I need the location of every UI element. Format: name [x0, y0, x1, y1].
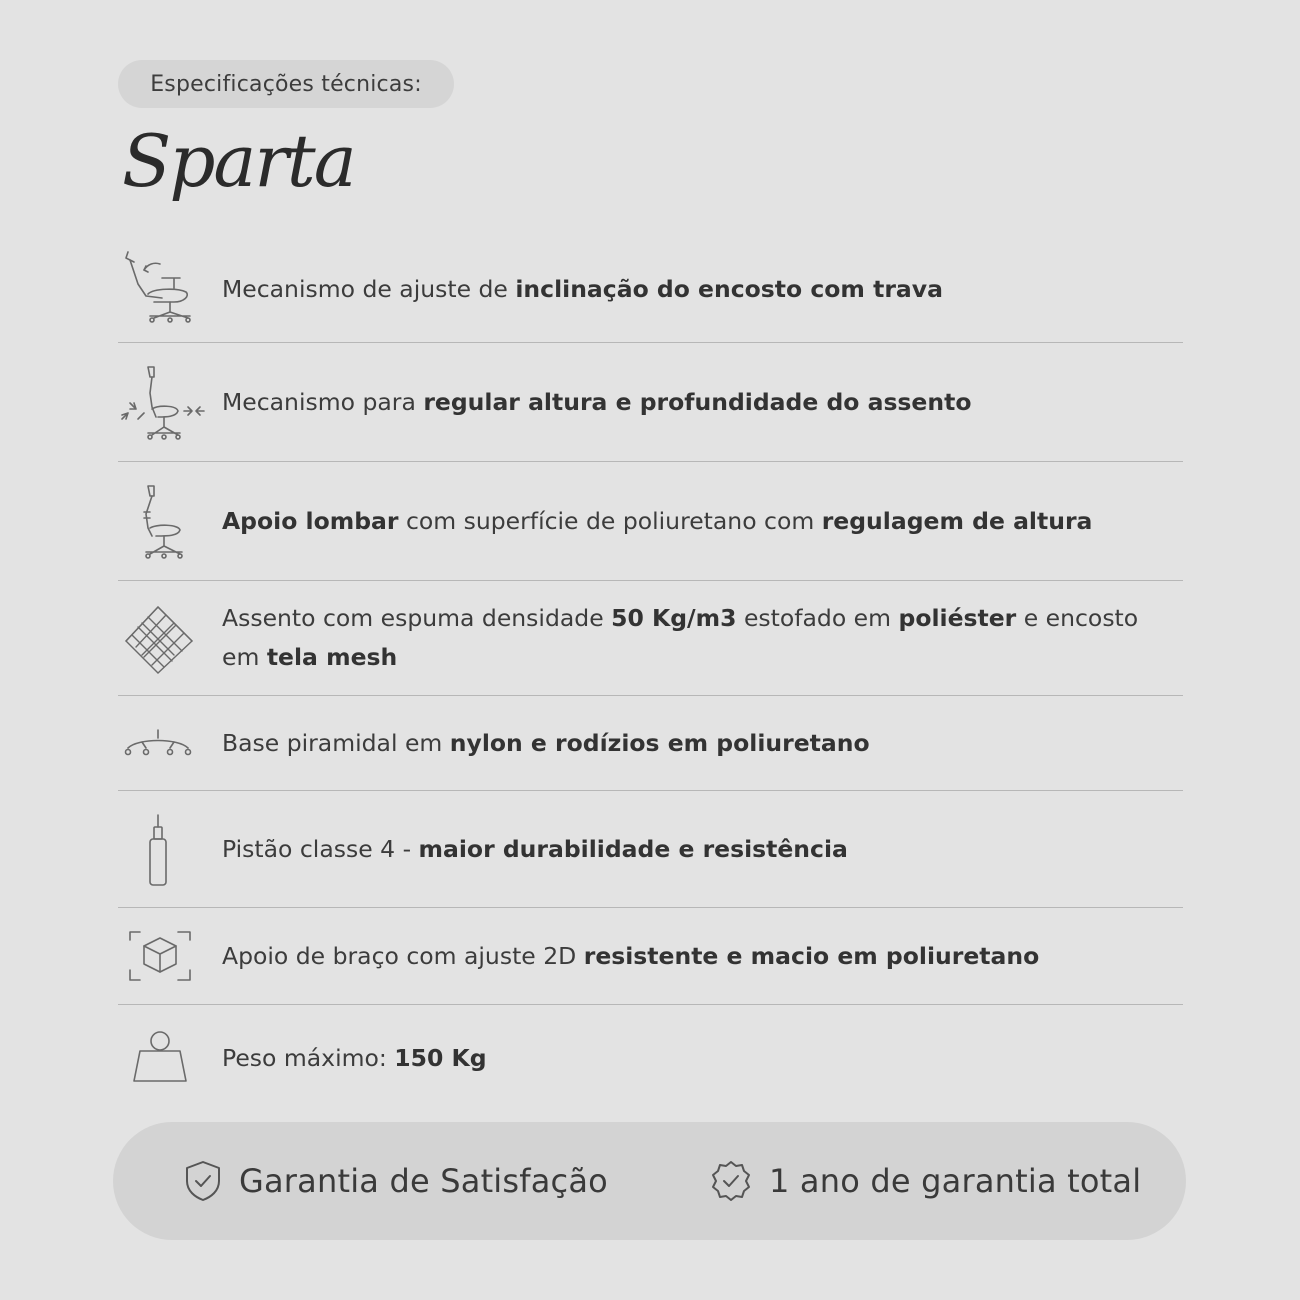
spec-text: Apoio lombar com superfície de poliuretano com regulagem de altura [222, 506, 1093, 535]
spec-text: Mecanismo de ajuste de inclinação do encosto com trava [222, 274, 943, 303]
section-badge-label: Especificações técnicas: [150, 71, 422, 97]
satisfaction-label: Garantia de Satisfação [239, 1162, 608, 1200]
spec-text: Peso máximo: 150 Kg [222, 1043, 487, 1072]
spec-text: Apoio de braço com ajuste 2D resistente e macio em poliuretano [222, 941, 1040, 970]
section-badge [118, 60, 454, 108]
spec-text: Mecanismo para regular altura e profundidade do assento [222, 387, 972, 416]
warranty-info [709, 1122, 1141, 1240]
mesh-icon [118, 605, 198, 675]
base-icon [118, 726, 198, 760]
spec-row [118, 581, 1183, 696]
guarantee-bar [113, 1122, 1186, 1240]
spec-row [118, 908, 1183, 1005]
spec-text: Assento com espuma densidade 50 Kg/m3 estofado em poliéster e encosto em tela mesh [222, 604, 1139, 671]
spec-row [118, 236, 1183, 343]
spec-text: Pistão classe 4 - maior durabilidade e resistência [222, 834, 848, 863]
product-title: Sparta [122, 119, 355, 203]
spec-row [118, 696, 1183, 791]
chair-height-depth-icon [118, 363, 206, 443]
shield-check-icon [183, 1159, 223, 1203]
chair-recline-icon [118, 248, 198, 324]
weight-icon [118, 1029, 198, 1085]
satisfaction-guarantee [183, 1122, 608, 1240]
spec-row [118, 791, 1183, 908]
spec-row [118, 343, 1183, 462]
warranty-label: 1 ano de garantia total [769, 1162, 1142, 1200]
chair-lumbar-icon [118, 482, 198, 562]
cube-icon [118, 928, 198, 984]
spec-row [118, 1005, 1183, 1111]
spec-list [118, 236, 1183, 1111]
piston-icon [118, 813, 198, 889]
spec-text: Base piramidal em nylon e rodízios em poliuretano [222, 728, 870, 757]
spec-row [118, 462, 1183, 581]
badge-check-icon [709, 1159, 753, 1203]
